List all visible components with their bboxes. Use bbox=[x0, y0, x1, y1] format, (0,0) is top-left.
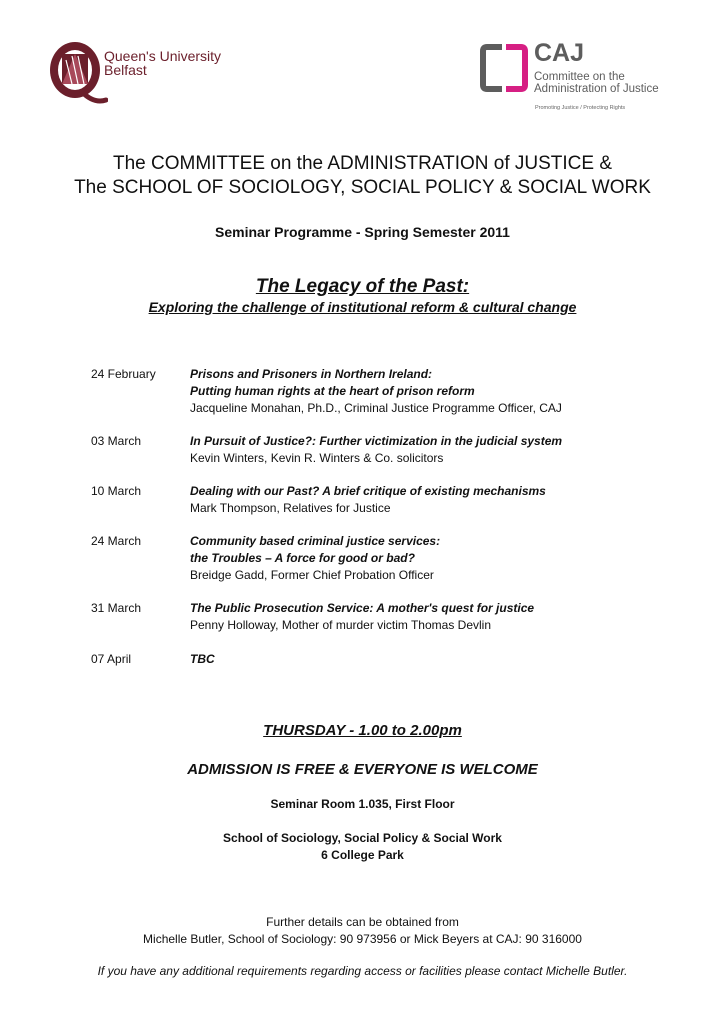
seminar-time: THURSDAY - 1.00 to 2.00pm bbox=[263, 722, 462, 739]
header-line-1: The COMMITTEE on the ADMINISTRATION of JUSTICE & bbox=[112, 153, 613, 174]
venue-address bbox=[0, 830, 725, 864]
caj-name-line1: Committee on the bbox=[534, 71, 625, 83]
seminar-title: TBC bbox=[190, 652, 215, 666]
seminar-speaker: Mark Thompson, Relatives for Justice bbox=[190, 501, 391, 515]
seminar-title: Dealing with our Past? A brief critique of existing mechanisms bbox=[190, 484, 546, 498]
seminar-speaker: Breidge Gadd, Former Chief Probation Officer bbox=[190, 568, 434, 582]
contact-line-1: Further details can be obtained from bbox=[266, 915, 459, 929]
caj-tagline: Promoting Justice / Protecting Rights bbox=[535, 105, 626, 111]
seminar-title: Putting human rights at the heart of prison reform bbox=[190, 384, 475, 398]
seminar-title: the Troubles – A force for good or bad? bbox=[190, 551, 415, 565]
seminar-date: 24 February bbox=[91, 367, 156, 381]
contact-details bbox=[0, 914, 725, 948]
caj-abbreviation: CAJ bbox=[534, 39, 585, 67]
qub-name-line2: Belfast bbox=[104, 62, 147, 78]
caj-logo bbox=[480, 39, 680, 116]
caj-bracket-icon bbox=[480, 44, 528, 92]
seminar-room: Seminar Room 1.035, First Floor bbox=[270, 797, 455, 811]
header-line-2: The SCHOOL OF SOCIOLOGY, SOCIAL POLICY & SOCIAL WORK bbox=[74, 177, 651, 198]
venue-line-1: School of Sociology, Social Policy & Social Work bbox=[223, 831, 502, 845]
seminar-speaker: Penny Holloway, Mother of murder victim Thomas Devlin bbox=[190, 618, 491, 632]
seminar-title: Community based criminal justice services: bbox=[190, 534, 441, 548]
seminar-date: 07 April bbox=[91, 652, 132, 666]
access-requirements-note: If you have any additional requirements regarding access or facilities please contact Michelle Butler. bbox=[97, 964, 628, 978]
contact-line-2: Michelle Butler, School of Sociology: 90 973956 or Mick Beyers at CAJ: 90 316000 bbox=[143, 932, 582, 946]
qub-logo bbox=[48, 40, 222, 108]
venue-line-2: 6 College Park bbox=[321, 848, 404, 862]
seminar-date: 31 March bbox=[91, 601, 142, 615]
programme-title: Seminar Programme - Spring Semester 2011 bbox=[215, 224, 510, 240]
caj-full-name bbox=[534, 71, 659, 95]
theme-title: The Legacy of the Past: bbox=[255, 276, 470, 297]
seminar-title: Prisons and Prisoners in Northern Ireland: bbox=[190, 367, 433, 381]
seminar-speaker: Kevin Winters, Kevin R. Winters & Co. solicitors bbox=[190, 451, 444, 465]
seminar-title: In Pursuit of Justice?: Further victimization in the judicial system bbox=[190, 434, 563, 448]
seminar-speaker: Jacqueline Monahan, Ph.D., Criminal Justice Programme Officer, CAJ bbox=[190, 401, 562, 415]
admission-notice: ADMISSION IS FREE & EVERYONE IS WELCOME bbox=[187, 761, 538, 778]
qub-wordmark bbox=[104, 49, 221, 77]
qub-name-line1: Queen's University bbox=[104, 48, 222, 64]
caj-name-line2: Administration of Justice bbox=[534, 83, 659, 95]
seminar-date: 10 March bbox=[91, 484, 142, 498]
seminar-title: The Public Prosecution Service: A mother's quest for justice bbox=[190, 601, 535, 615]
seminar-date: 24 March bbox=[91, 534, 142, 548]
theme-subtitle: Exploring the challenge of institutional reform & cultural change bbox=[148, 299, 577, 315]
qub-crest-icon bbox=[48, 40, 108, 106]
seminar-date: 03 March bbox=[91, 434, 142, 448]
